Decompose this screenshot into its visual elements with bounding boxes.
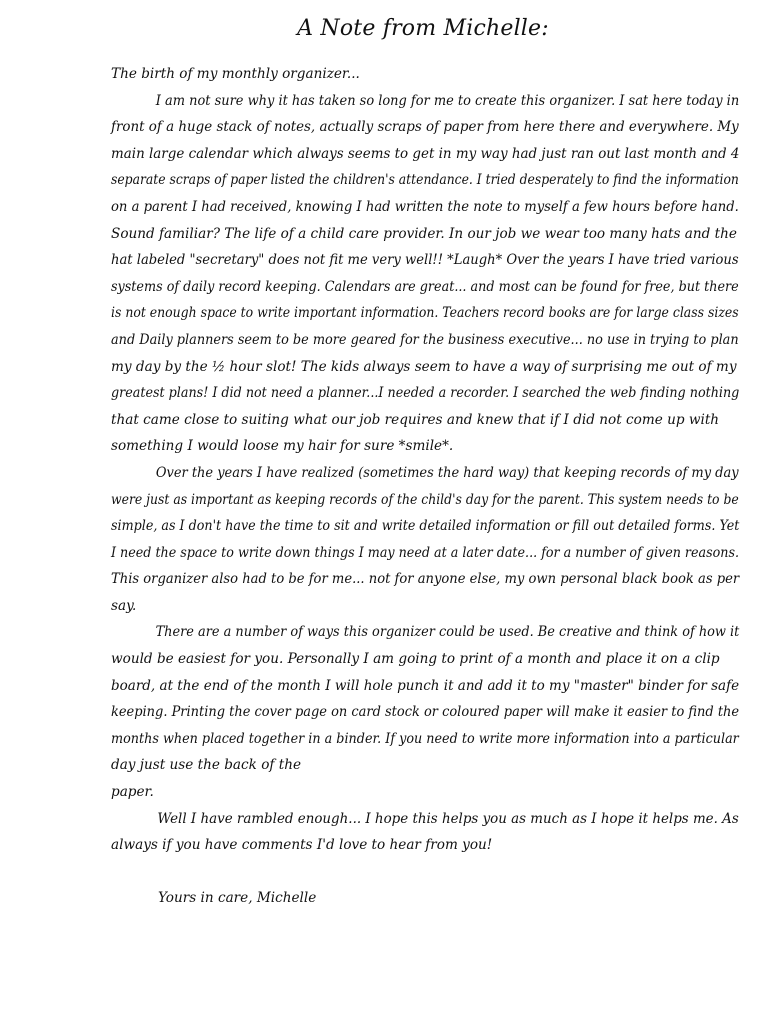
text-line: something I would loose my hair for sure *smile*.: [111, 438, 454, 455]
text-line: months when placed together in a binder. If you need to write more information into a particular: [111, 730, 739, 747]
text-line: This organizer also had to be for me... not for anyone else, my own personal black book as per: [111, 571, 740, 588]
text-line: systems of daily record keeping. Calendars are great... and most can be found for free, but there: [111, 278, 739, 295]
text-line: Over the years I have realized (sometimes the hard way) that keeping records of my day: [155, 464, 739, 481]
text-line: front of a huge stack of notes, actually scraps of paper from here there and everywhere. My: [111, 119, 739, 136]
text-line: say.: [111, 597, 137, 614]
text-line: would be easiest for you. Personally I am going to print of a month and place it on a clip: [111, 651, 720, 668]
text-line: greatest plans! I did not need a planner...I needed a recorder. I searched the web finding nothing: [111, 385, 740, 402]
text-line: board, at the end of the month I will hole punch it and add it to my "master" binder for safe: [111, 677, 740, 694]
text-line: main large calendar which always seems to get in my way had just ran out last month and 4: [111, 145, 740, 162]
text-line: day just use the back of the: [111, 757, 301, 774]
signature-line: Yours in care, Michelle: [158, 890, 317, 907]
text-line: The birth of my monthly organizer...: [111, 66, 360, 82]
page-title: A Note from Michelle:: [297, 16, 549, 41]
text-line: simple, as I don't have the time to sit and write detailed information or fill out detailed forms. Yet: [111, 518, 740, 535]
text-line: hat labeled "secretary" does not fit me very well!! *Laugh* Over the years I have tried various: [111, 252, 739, 269]
text-line: I am not sure why it has taken so long for me to create this organizer. I sat here today in: [155, 92, 740, 109]
text-line: were just as important as keeping records of the child's day for the parent. This system needs to be: [111, 491, 739, 508]
text-line: that came close to suiting what our job requires and knew that if I did not come up with: [111, 411, 720, 428]
text-line: and Daily planners seem to be more geared for the business executive... no use in trying to plan: [111, 331, 739, 348]
text-line: on a parent I had received, knowing I had written the note to myself a few hours before hand.: [111, 198, 739, 215]
text-line: Well I have rambled enough... I hope this helps you as much as I hope it helps me. As: [157, 810, 739, 827]
text-line: keeping. Printing the cover page on card stock or coloured paper will make it easier to find the: [111, 704, 740, 721]
text-line: Sound familiar? The life of a child care provider. In our job we wear too many hats and the: [111, 225, 737, 242]
text-line: paper.: [111, 784, 154, 801]
text-line: There are a number of ways this organizer could be used. Be creative and think of how it: [155, 624, 740, 641]
text-line: separate scraps of paper listed the children's attendance. I tried desperately to find the information: [111, 172, 739, 189]
text-line: is not enough space to write important information. Teachers record books are for large class sizes: [111, 305, 739, 322]
text-line: always if you have comments I'd love to hear from you!: [111, 837, 493, 854]
letter-body: [111, 61, 739, 912]
blank-line: [111, 859, 739, 886]
text-line: my day by the ½ hour slot! The kids always seem to have a way of surprising me out of my: [111, 358, 737, 375]
text-line: I need the space to write down things I may need at a later date... for a number of given reasons.: [111, 544, 739, 561]
